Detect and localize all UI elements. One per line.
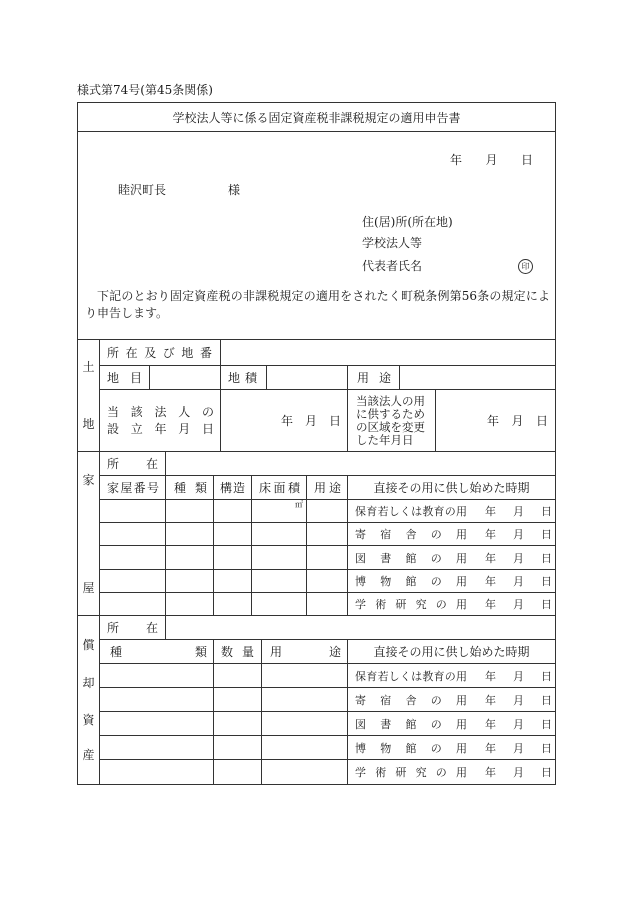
label-glyph: 研 [395,598,407,611]
house-structure-cell [214,593,252,616]
land-use-label [348,366,400,390]
label-glyph: 用 [456,717,467,731]
house-use-label [355,546,467,569]
house-start-date-label [485,593,552,615]
label-glyph: 年 [485,505,496,518]
submission-date [450,153,533,167]
label-glyph: の [430,741,442,755]
house-start-date-label [485,500,552,522]
label-glyph: 当 [107,404,120,419]
assets-quantity-cell [214,664,262,688]
land-section-char: 土 [82,360,95,374]
house-period-cell [348,500,556,523]
label-glyph: 日 [541,505,552,518]
label-glyph: の [430,528,442,541]
label-glyph: 立 [130,421,143,436]
house-structure-header [214,476,252,500]
assets-start-date-label [485,760,552,784]
label-glyph: 月 [513,575,524,588]
label-glyph: 年 [154,421,167,436]
house-floor-area-cell [252,523,307,546]
label-glyph: 月 [513,505,524,518]
assets-section-char: 産 [82,748,95,762]
representative-label: 代表者氏名 [362,259,423,273]
label-glyph: 用 [456,575,467,588]
label-glyph: 用 [456,528,467,541]
address-label: 住(居)所(所在地) [362,215,453,229]
label-glyph: 途 [328,481,341,495]
assets-period-cell [348,664,556,688]
label-glyph: 所 [107,457,120,471]
land-area-label [221,366,267,390]
house-location-value [166,452,556,476]
label-glyph: 地 [228,371,241,385]
label-glyph: 年 [485,551,496,565]
label-glyph: 宿 [380,528,392,541]
assets-start-date-label [485,688,552,711]
label-glyph: 究 [415,598,427,611]
label-glyph: 日 [541,693,552,707]
house-section-label [78,452,100,616]
assets-start-date-label [485,736,552,759]
label-glyph: び [162,346,175,360]
house-number-header [100,476,166,500]
label-glyph: は [411,505,423,518]
established-label-line [107,421,214,438]
label-glyph: 保 [355,505,366,518]
label-glyph: 書 [380,717,392,731]
house-type-cell [166,570,214,593]
house-type-header [166,476,214,500]
label-glyph: 月 [513,693,524,707]
label-glyph: 図 [355,717,366,731]
declaration-statement: 下記のとおり固定資産税の非課税規定の適用をされたく町税条例第56条の規定により申告します。 [85,289,550,320]
house-period-cell [348,570,556,593]
label-glyph: の [444,669,456,683]
house-type-cell [166,593,214,616]
assets-quantity-cell [214,688,262,712]
house-number-cell [100,570,166,593]
house-structure-cell [214,500,252,523]
label-glyph: 保 [355,669,366,683]
label-glyph: 造 [232,481,245,495]
assets-use-cell [262,688,348,712]
assets-period-cell [348,688,556,712]
label-glyph: 館 [405,717,417,731]
assets-type-cell [100,688,214,712]
house-use-cell [307,546,348,570]
label-glyph: 月 [178,421,191,436]
label-glyph: 書 [380,551,392,565]
land-location-value [221,340,556,366]
assets-type-cell [100,760,214,785]
label-glyph: 博 [355,741,366,755]
house-period-cell [348,546,556,570]
assets-use-label [355,736,467,759]
label-glyph: 図 [355,551,366,565]
house-floor-area-cell [252,546,307,570]
assets-section-char: 資 [82,713,95,727]
floor-area-unit: ㎡ [295,500,303,509]
label-glyph: 術 [375,598,387,611]
label-glyph: 舎 [405,528,417,541]
label-glyph: は [411,669,423,683]
label-glyph: 月 [513,598,524,611]
label-glyph: 番 [199,346,212,360]
label-glyph: 物 [380,575,392,588]
label-glyph: 途 [378,371,391,385]
label-glyph: 月 [485,153,498,167]
house-structure-cell [214,570,252,593]
label-glyph: 育 [433,669,445,683]
house-number-cell [100,523,166,546]
house-type-cell [166,546,214,570]
land-section-label [78,340,100,452]
label-glyph: 年 [487,414,500,428]
assets-section-char: 償 [82,638,95,652]
assets-use-cell [262,760,348,785]
label-glyph: 法 [154,404,167,419]
label-glyph: 用 [455,766,467,779]
label-glyph: 術 [375,766,387,779]
label-glyph: 舎 [405,693,417,707]
label-glyph: 物 [380,741,392,755]
house-type-cell [166,500,214,523]
house-use-cell [307,570,348,593]
assets-use-label [355,712,467,735]
label-glyph: 年 [485,528,496,541]
label-glyph: 日 [541,575,552,588]
house-number-cell [100,546,166,570]
label-glyph: 積 [244,371,257,385]
label-glyph: 年 [485,669,496,683]
label-glyph: 用 [455,669,467,683]
label-glyph: 類 [194,481,207,495]
label-glyph: の [430,693,442,707]
label-glyph: 面 [273,481,286,495]
house-use-cell [307,593,348,616]
house-section-char: 家 [82,473,95,487]
established-date-label [100,390,221,452]
form-number: 様式第74号(第45条関係) [77,83,213,97]
label-glyph: 在 [145,457,158,471]
label-glyph: 用 [270,645,283,659]
label-glyph: 教 [422,505,434,518]
area-changed-label-line: の区域を変更 [356,419,425,434]
label-glyph: 博 [355,575,366,588]
honorific: 様 [228,183,241,197]
label-glyph: 設 [107,421,120,436]
seal-mark: 印 [518,259,533,274]
assets-period-cell [348,712,556,736]
label-glyph: 屋 [120,481,133,495]
label-glyph: 日 [541,528,552,541]
declaration-form [77,102,556,785]
house-structure-cell [214,523,252,546]
label-glyph: 目 [129,371,142,385]
label-glyph: 日 [541,598,552,611]
area-changed-date-value [436,390,556,452]
label-glyph: 研 [395,766,407,779]
label-glyph: 種 [174,481,187,495]
label-glyph: 館 [405,575,417,588]
label-glyph: 月 [513,741,524,755]
label-glyph: 日 [541,717,552,731]
house-location-label [100,452,166,476]
label-glyph: 年 [485,717,496,731]
area-changed-label-line: した年月日 [356,432,414,447]
assets-quantity-cell [214,712,262,736]
label-glyph: 月 [513,717,524,731]
label-glyph: 館 [405,741,417,755]
label-glyph: 用 [357,371,370,385]
label-glyph: 号 [146,481,159,495]
label-glyph: 該 [130,404,143,419]
house-period-cell [348,593,556,616]
established-date-value [221,390,348,452]
assets-use-cell [262,712,348,736]
label-glyph: 宿 [380,693,392,707]
label-glyph: 用 [456,551,467,565]
house-start-date-label [485,546,552,569]
assets-section-label [78,616,100,785]
label-glyph: の [430,551,442,565]
label-glyph: 日 [541,551,552,565]
house-floor-area-cell [252,570,307,593]
land-category-value [150,366,221,390]
land-location-label [100,340,221,366]
label-glyph: 種 [110,645,123,659]
label-glyph: く [399,505,411,518]
area-changed-label-line: に供するため [356,406,425,421]
house-start-date-label [485,523,552,545]
label-glyph: 数 [221,645,234,659]
assets-section-char: 却 [82,676,95,690]
assets-use-label [355,688,467,711]
land-category-label [100,366,150,390]
label-glyph: の [201,404,214,419]
label-glyph: 在 [125,346,138,360]
addressee: 睦沢町長 [118,183,167,197]
area-changed-date-label [348,390,436,452]
house-period-header: 直接その用に供し始めた時期 [348,476,556,500]
house-floor-area-cell [252,593,307,616]
label-glyph: し [388,505,400,518]
label-glyph: 日 [520,153,533,167]
label-glyph: 月 [513,669,524,683]
label-glyph: の [435,766,447,779]
label-glyph: 月 [513,528,524,541]
established-label-line [107,404,214,421]
label-glyph: 月 [513,766,524,779]
label-glyph: 育 [366,505,378,518]
label-glyph: 用 [455,598,467,611]
label-glyph: 積 [287,481,300,495]
label-glyph: 日 [541,669,552,683]
label-glyph: 年 [281,414,294,428]
house-use-label [355,593,467,615]
assets-period-header: 直接その用に供し始めた時期 [348,640,556,664]
label-glyph: 年 [485,766,496,779]
label-glyph: 年 [485,741,496,755]
label-glyph: 用 [456,693,467,707]
label-glyph: 月 [304,414,317,428]
label-glyph: 学 [355,598,366,611]
label-glyph: 地 [181,346,194,360]
house-type-cell [166,523,214,546]
house-use-label [355,523,467,545]
label-glyph: 在 [145,621,158,635]
label-glyph: 床 [259,481,272,495]
label-glyph: 年 [485,598,496,611]
label-glyph: の [430,717,442,731]
assets-type-header [100,640,214,664]
label-glyph: 寄 [355,528,366,541]
label-glyph: 館 [405,551,417,565]
assets-quantity-cell [214,736,262,760]
label-glyph: 究 [415,766,427,779]
assets-quantity-header [214,640,262,664]
assets-type-cell [100,712,214,736]
label-glyph: 学 [355,766,366,779]
label-glyph: 日 [328,414,341,428]
house-floor-area-header [252,476,307,500]
assets-quantity-cell [214,760,262,785]
label-glyph: 用 [314,481,327,495]
label-glyph: 育 [366,669,378,683]
assets-use-header [262,640,348,664]
house-use-cell [307,500,348,523]
assets-period-cell [348,760,556,785]
label-glyph: 日 [541,766,552,779]
house-number-cell [100,593,166,616]
label-glyph: く [399,669,411,683]
label-glyph: 若 [377,669,389,683]
assets-location-value [166,616,556,640]
house-structure-cell [214,546,252,570]
house-use-label [355,570,467,592]
house-period-cell [348,523,556,546]
label-glyph: 所 [107,621,120,635]
land-use-value [400,366,556,390]
house-section-char: 屋 [82,581,95,595]
label-glyph: 年 [485,575,496,588]
label-glyph: 地 [107,371,120,385]
assets-use-label [355,664,467,687]
label-glyph: 月 [511,414,524,428]
house-use-label [355,500,467,522]
land-area-value [267,366,348,390]
label-glyph: 日 [535,414,548,428]
assets-use-label [355,760,467,784]
label-glyph: 量 [241,645,254,659]
label-glyph: の [444,505,456,518]
label-glyph: 日 [201,421,214,436]
form-title: 学校法人等に係る固定資産税非課税規定の適用申告書 [78,103,556,132]
corporation-label: 学校法人等 [362,236,423,250]
label-glyph: 育 [433,505,445,518]
assets-period-cell [348,736,556,760]
label-glyph: 寄 [355,693,366,707]
house-start-date-label [485,570,552,592]
label-glyph: 用 [455,505,467,518]
area-changed-label-line: 当該法人の用 [356,393,425,408]
label-glyph: 構 [220,481,233,495]
label-glyph: 日 [541,741,552,755]
label-glyph: し [388,669,400,683]
label-glyph: 途 [328,645,341,659]
house-use-header [307,476,348,500]
label-glyph: 若 [377,505,389,518]
label-glyph: 年 [450,153,463,167]
assets-type-cell [100,736,214,760]
house-use-cell [307,523,348,546]
label-glyph: 用 [456,741,467,755]
assets-location-label [100,616,166,640]
label-glyph: 類 [194,645,207,659]
assets-type-cell [100,664,214,688]
label-glyph: の [435,598,447,611]
assets-start-date-label [485,664,552,687]
assets-use-cell [262,736,348,760]
assets-start-date-label [485,712,552,735]
house-floor-area-cell [252,500,307,523]
label-glyph: 年 [485,693,496,707]
land-section-char: 地 [82,417,95,431]
label-glyph: 及 [144,346,157,360]
label-glyph: 番 [133,481,146,495]
label-glyph: 所 [107,346,120,360]
label-glyph: 教 [422,669,434,683]
header-section [78,132,556,340]
label-glyph: 人 [178,404,191,419]
house-number-cell [100,500,166,523]
assets-use-cell [262,664,348,688]
label-glyph: の [430,575,442,588]
label-glyph: 月 [513,551,524,565]
label-glyph: 家 [107,481,120,495]
